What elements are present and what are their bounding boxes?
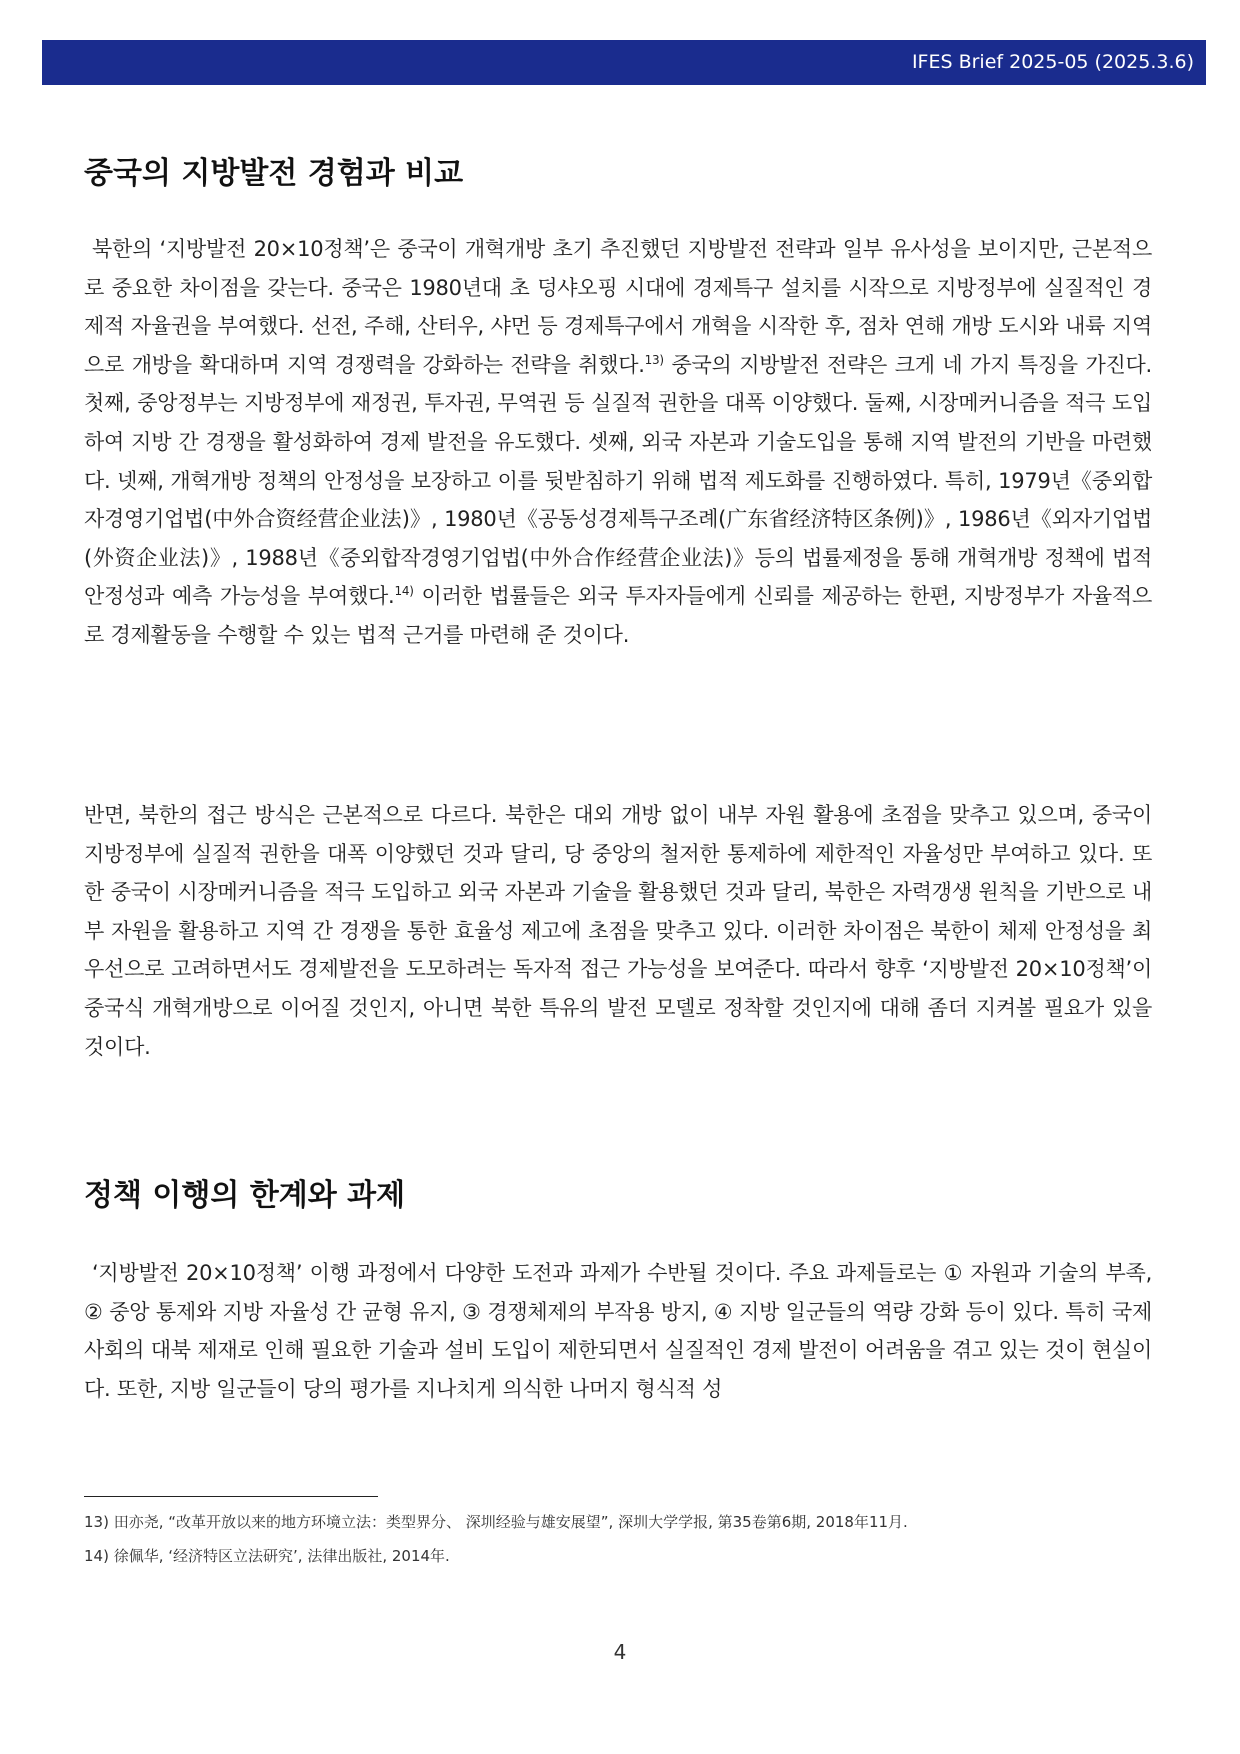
paragraph-china-strategy — [84, 230, 1152, 655]
paragraph-text-part-1: 북한의 ‘지방발전 20×10정책’은 중국이 개혁개방 초기 추진했던 지방발전 전략과 일부 유사성을 보이지만, 근본적으로 중요한 차이점을 갖는다. 중국은 1980년대 초 덩샤오핑 시대에 경제특구 설치를 시작으로 지방정부에 실질적인 경제적 자율권을 부여했다. 선전, 주해, 산터우, 샤먼 등 경제특구에서 개혁을 시작한 후, 점차 연해 개방 도시와 내륙 지역으로 개방을 확대하며 지역 경쟁력을 강화하는 전략을 취했다. — [84, 237, 1152, 377]
paragraph-policy-challenges: ‘지방발전 20×10정책’ 이행 과정에서 다양한 도전과 과제가 수반될 것이다. 주요 과제들로는 ① 자원과 기술의 부족, ② 중앙 통제와 지방 자율성 간 균형 유지, ③ 경쟁체제의 부작용 방지, ④ 지방 일군들의 역량 강화 등이 있다. 특히 국제사회의 대북 제재로 인해 필요한 기술과 설비 도입이 제한되면서 실질적인 경제 발전이 어려움을 겪고 있는 것이 현실이다. 또한, 지방 일군들이 당의 평가를 지나치게 의식한 나머지 형식적 성 — [84, 1261, 1152, 1401]
paragraph-text-part-2: 중국의 지방발전 전략은 크게 네 가지 특징을 가진다. 첫째, 중앙정부는 지방정부에 재정권, 투자권, 무역권 등 실질적 권한을 대폭 이양했다. 둘째, 시장메커니즘을 적극 도입하여 지방 간 경쟁을 활성화하여 경제 발전을 유도했다. 셋째, 외국 자본과 기술도입을 통해 지역 발전의 기반을 마련했다. 넷째, 개혁개방 정책의 안정성을 보장하고 이를 뒷받침하기 위해 법적 제도화를 진행하였다. 특히, 1979년《중외합자경영기업법(中外合资经营企业法)》, 1980년《공동성경제특구조례(广东省经济特区条例)》, 1986년《외자기업법(外资企业法)》, 1988년《중외합작경영기업법(中外合作经营企业法)》등의 법률제정을 통해 개혁개방 정책에 법적 안정성과 예측 가능성을 부여했다. — [84, 352, 1152, 609]
page-number: 4 — [613, 1640, 627, 1664]
brief-label: IFES Brief 2025-05 (2025.3.6) — [911, 51, 1194, 73]
footnote-ref-13[interactable]: 13) — [644, 352, 664, 367]
footnote-13: 13) 田亦尧, “改革开放以来的地方环境立法：类型界分、 深圳经验与雄安展望”, 深圳大学学报, 第35卷第6期, 2018年11月. — [84, 1513, 908, 1531]
header-bar — [42, 40, 1206, 85]
paragraph-text-part-3: 이러한 법률들은 외국 투자자들에게 신뢰를 제공하는 한편, 지방정부가 자율적으로 경제활동을 수행할 수 있는 법적 근거를 마련해 준 것이다. — [84, 584, 1152, 647]
section-heading-policy-limits: 정책 이행의 한계와 과제 — [84, 1178, 406, 1213]
footnote-ref-14[interactable]: 14) — [394, 584, 414, 599]
section-heading-china-comparison: 중국의 지방발전 경험과 비교 — [84, 156, 464, 191]
paragraph-north-korea-approach: 반면, 북한의 접근 방식은 근본적으로 다르다. 북한은 대외 개방 없이 내부 자원 활용에 초점을 맞추고 있으며, 중국이 지방정부에 실질적 권한을 대폭 이양했던 것과 달리, 당 중앙의 철저한 통제하에 제한적인 자율성만 부여하고 있다. 또한 중국이 시장메커니즘을 적극 도입하고 외국 자본과 기술을 활용했던 것과 달리, 북한은 자력갱생 원칙을 기반으로 내부 자원을 활용하고 지역 간 경쟁을 통한 효율성 제고에 초점을 맞추고 있다. 이러한 차이점은 북한이 체제 안정성을 최우선으로 고려하면서도 경제발전을 도모하려는 독자적 접근 가능성을 보여준다. 따라서 향후 ‘지방발전 20×10정책’이 중국식 개혁개방으로 이어질 것인지, 아니면 북한 특유의 발전 모델로 정착할 것인지에 대해 좀더 지켜볼 필요가 있을 것이다. — [84, 803, 1152, 1059]
footnote-divider — [84, 1496, 378, 1497]
footnote-14: 14) 徐佩华, ‘经济特区立法研究’, 法律出版社, 2014年. — [84, 1547, 450, 1565]
